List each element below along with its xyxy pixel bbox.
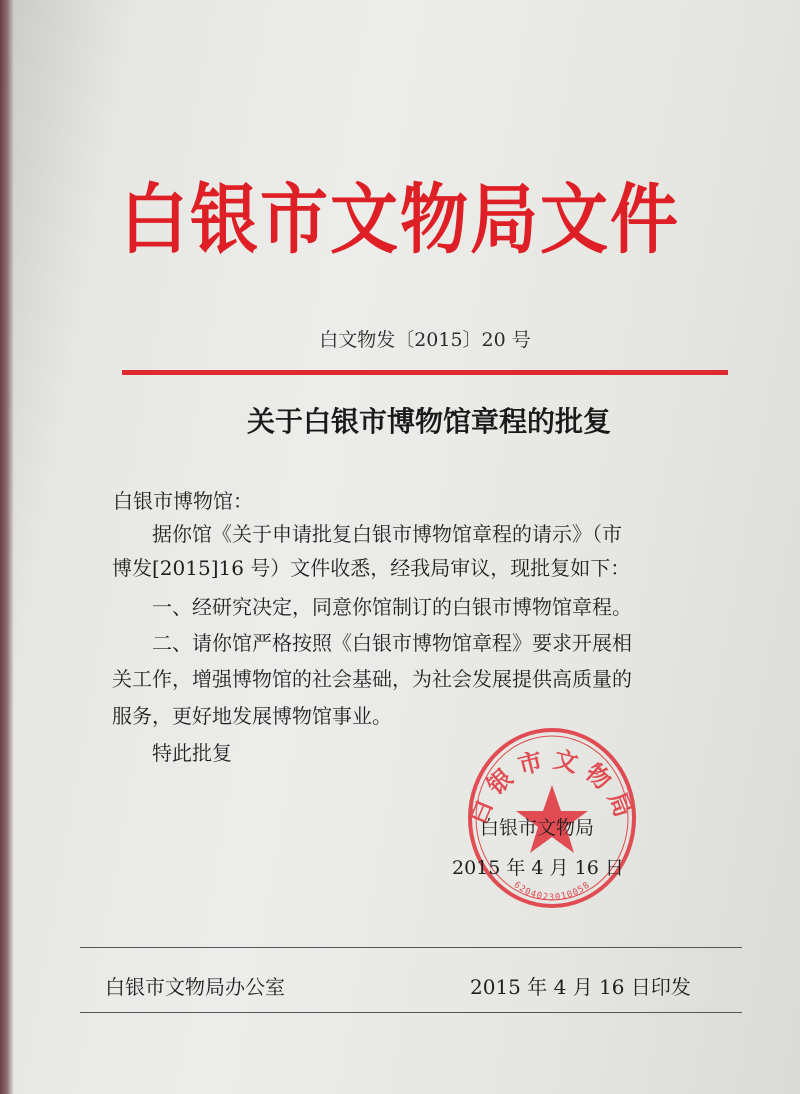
document-number: 白文物发〔2015〕20 号 — [319, 329, 531, 351]
document-header-title: 白银市文物局文件 — [119, 176, 680, 266]
signature-date: 2015 年 4 月 16 日 — [452, 857, 624, 879]
footer-issuer: 白银市文物局办公室 — [105, 975, 285, 999]
body-line-6: 服务，更好地发展博物馆事业。 — [112, 704, 392, 728]
body-line-3: 一、经研究决定，同意你馆制订的白银市博物馆章程。 — [152, 595, 632, 619]
body-line-1: 据你馆《关于申请批复白银市博物馆章程的请示》（市 — [152, 522, 622, 546]
body-line-closing: 特此批复 — [152, 741, 232, 765]
document-subject-title: 关于白银市博物馆章程的批复 — [246, 405, 611, 438]
signature-organization: 白银市文物局 — [480, 817, 595, 839]
footer-top-divider — [80, 947, 742, 948]
svg-text:6204023010058: 6204023010058 — [511, 880, 593, 903]
footer-bottom-divider — [80, 1012, 742, 1013]
footer-print-date: 2015 年 4 月 16 日印发 — [470, 975, 691, 999]
body-line-4: 二、请你馆严格按照《白银市博物馆章程》要求开展相 — [152, 631, 632, 655]
recipient-line: 白银市博物馆： — [113, 489, 253, 513]
body-line-2: 博发[2015]16 号）文件收悉，经我局审议，现批复如下： — [112, 556, 631, 580]
svg-text:白银市文物局: 白银市文物局 — [463, 745, 641, 829]
header-red-divider — [122, 370, 728, 375]
body-line-5: 关工作，增强博物馆的社会基础，为社会发展提供高质量的 — [112, 667, 632, 691]
